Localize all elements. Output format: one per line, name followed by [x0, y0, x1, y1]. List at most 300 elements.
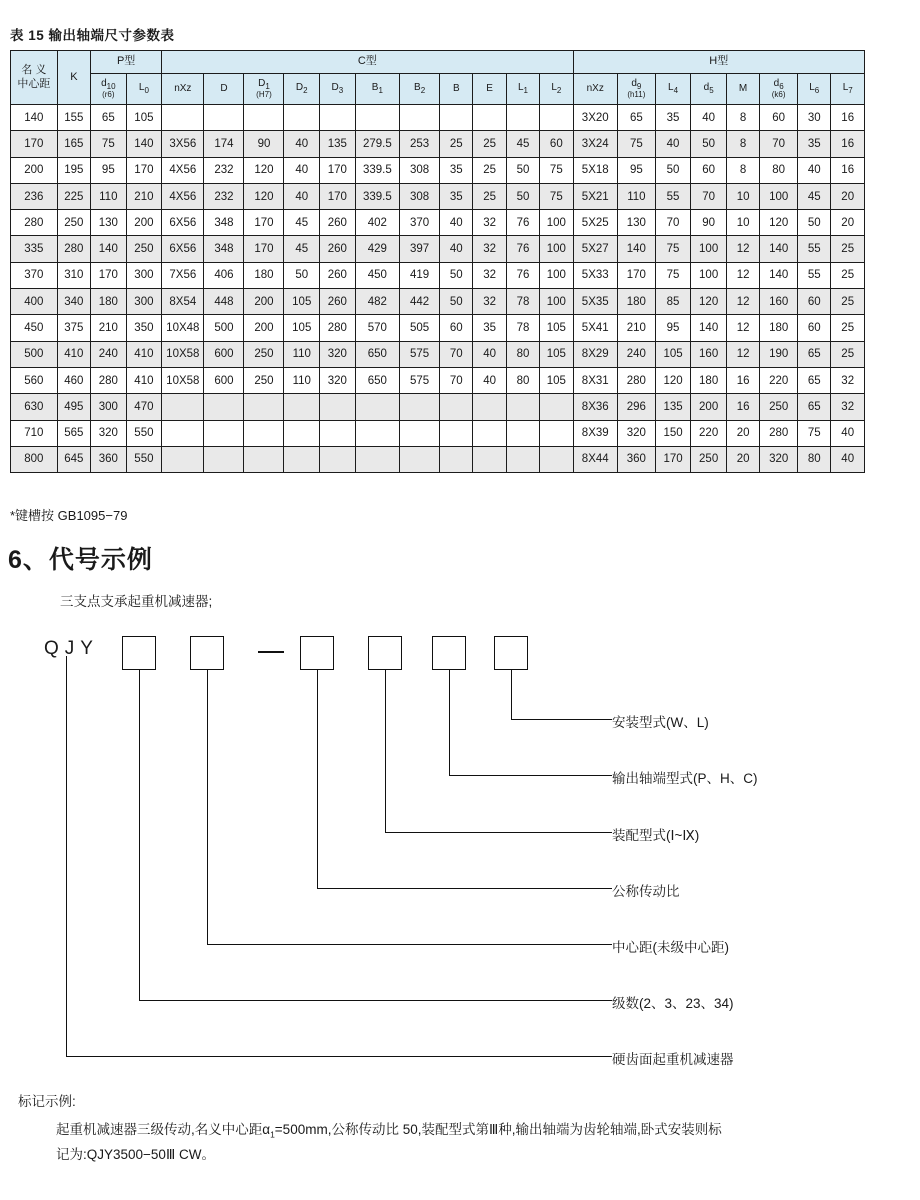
table-cell: 174: [204, 131, 244, 157]
table-cell: 20: [726, 420, 759, 446]
table-cell: 180: [91, 289, 127, 315]
table-cell: 85: [655, 289, 691, 315]
table-cell: [400, 420, 440, 446]
table-row: [11, 157, 865, 183]
table-cell: 75: [540, 157, 573, 183]
subheader-d10: $d_{10}$ (r6): [91, 74, 127, 105]
table-row: [11, 131, 865, 157]
table-cell: 10: [726, 183, 759, 209]
table-cell: 310: [57, 262, 90, 288]
table-cell: 45: [284, 236, 320, 262]
table-cell: [440, 420, 473, 446]
table-cell: 210: [91, 315, 127, 341]
table-cell: 280: [760, 420, 798, 446]
leader-line-7: [66, 656, 612, 1057]
table-cell: 50: [506, 183, 539, 209]
table-cell: 110: [617, 183, 655, 209]
table-cell: 100: [540, 289, 573, 315]
table-cell: 40: [691, 105, 727, 131]
table-cell: 25: [831, 262, 865, 288]
table-cell: [440, 394, 473, 420]
table-cell: 16: [831, 105, 865, 131]
table-cell: 120: [244, 183, 284, 209]
subheader-d: D: [204, 74, 244, 105]
table-cell: 339.5: [355, 183, 399, 209]
table-cell: 95: [655, 315, 691, 341]
table-cell: [284, 420, 320, 446]
table-cell: [244, 446, 284, 472]
table-cell: [540, 420, 573, 446]
table-cell: 200: [244, 289, 284, 315]
table-cell: 5X18: [573, 157, 617, 183]
table-cell: 10: [726, 210, 759, 236]
table-cell: 4X56: [162, 183, 204, 209]
table-cell: 120: [691, 289, 727, 315]
table-cell: 320: [320, 367, 356, 393]
table-cell: 90: [244, 131, 284, 157]
subheader-b1: $B_1$: [355, 74, 399, 105]
table-cell: 40: [284, 183, 320, 209]
table-cell: 210: [126, 183, 162, 209]
table-cell: 3X56: [162, 131, 204, 157]
table-cell: 75: [798, 420, 831, 446]
table-cell: 50: [655, 157, 691, 183]
table-cell: [506, 394, 539, 420]
table-cell: 25: [473, 183, 506, 209]
table-cell: 348: [204, 210, 244, 236]
table-cell: 12: [726, 262, 759, 288]
table-cell: 40: [798, 157, 831, 183]
code-dash: [258, 651, 284, 653]
table-cell: [320, 105, 356, 131]
table-cell: 60: [540, 131, 573, 157]
table-cell: 170: [320, 157, 356, 183]
table-cell: 170: [91, 262, 127, 288]
subheader-l6: $L_6$: [798, 74, 831, 105]
table-cell: 105: [540, 367, 573, 393]
table-cell: 105: [284, 289, 320, 315]
table-cell: 65: [798, 394, 831, 420]
table-cell: 180: [691, 367, 727, 393]
diagram-label-product-type: 硬齿面起重机减速器: [612, 1052, 734, 1067]
table-cell: 340: [57, 289, 90, 315]
table-cell: 550: [126, 420, 162, 446]
table-cell: 100: [691, 236, 727, 262]
table-cell: 165: [57, 131, 90, 157]
subheader-nxz-c: nXz: [162, 74, 204, 105]
table-cell: 50: [284, 262, 320, 288]
table-cell: [540, 105, 573, 131]
subheader-b: B: [440, 74, 473, 105]
table-cell: [204, 446, 244, 472]
table-cell: 8X39: [573, 420, 617, 446]
table-cell: 650: [355, 341, 399, 367]
table-cell: 225: [57, 183, 90, 209]
table-row: [11, 262, 865, 288]
table-cell: 253: [400, 131, 440, 157]
table-cell: [400, 105, 440, 131]
table-cell: 60: [760, 105, 798, 131]
table-cell: 120: [760, 210, 798, 236]
table-cell: 4X56: [162, 157, 204, 183]
table-cell: 40: [831, 446, 865, 472]
table-cell: 12: [726, 289, 759, 315]
table-cell: 160: [691, 341, 727, 367]
table-cell: [162, 394, 204, 420]
table-cell: 170: [244, 210, 284, 236]
table-cell: 75: [617, 131, 655, 157]
table-cell: 8X54: [162, 289, 204, 315]
table-cell: 30: [798, 105, 831, 131]
subheader-l4: $L_4$: [655, 74, 691, 105]
table-cell: 250: [760, 394, 798, 420]
marking-example-paragraph: [56, 1118, 896, 1166]
table-cell: 3X24: [573, 131, 617, 157]
table-cell: 25: [473, 157, 506, 183]
table-cell: 200: [126, 210, 162, 236]
table-cell: 600: [204, 341, 244, 367]
table-cell: 195: [57, 157, 90, 183]
table-cell: 320: [760, 446, 798, 472]
table-cell: [162, 105, 204, 131]
table-cell: 32: [831, 394, 865, 420]
table-cell: [400, 394, 440, 420]
table-cell: 120: [655, 367, 691, 393]
table-cell: 410: [57, 341, 90, 367]
table-cell: 140: [691, 315, 727, 341]
table-cell: 45: [506, 131, 539, 157]
table-cell: 280: [320, 315, 356, 341]
table-cell: 575: [400, 367, 440, 393]
table-cell: 360: [617, 446, 655, 472]
table-cell: 75: [655, 236, 691, 262]
table-row: [11, 210, 865, 236]
subheader-d5: $d_5$: [691, 74, 727, 105]
table-cell: 5X27: [573, 236, 617, 262]
table-cell: [355, 394, 399, 420]
table-cell: 25: [831, 289, 865, 315]
table-cell: 40: [284, 157, 320, 183]
diagram-label-mounting-type: 安装型式(W、L): [612, 715, 709, 730]
table-cell: 78: [506, 315, 539, 341]
table-cell: 500: [11, 341, 58, 367]
code-prefix: QJY: [44, 638, 99, 659]
table-cell: 155: [57, 105, 90, 131]
table-cell: 76: [506, 236, 539, 262]
table-cell: 370: [11, 262, 58, 288]
subheader-d6: $d_6$ (k6): [760, 74, 798, 105]
group-header-h: H型: [573, 51, 865, 74]
table-cell: 8: [726, 131, 759, 157]
table-cell: 75: [91, 131, 127, 157]
table-cell: 5X41: [573, 315, 617, 341]
table-cell: 140: [760, 236, 798, 262]
table-cell: 250: [691, 446, 727, 472]
table-cell: 45: [798, 183, 831, 209]
table-cell: 450: [11, 315, 58, 341]
table-footnote: *键槽按 GB1095−79: [10, 508, 128, 523]
table-cell: 78: [506, 289, 539, 315]
table-cell: 50: [440, 289, 473, 315]
table-cell: 280: [57, 236, 90, 262]
table-cell: 10X58: [162, 367, 204, 393]
table-cell: 50: [691, 131, 727, 157]
table-row: [11, 341, 865, 367]
table-cell: 60: [798, 315, 831, 341]
table-cell: 410: [126, 367, 162, 393]
table-cell: 150: [655, 420, 691, 446]
dimension-table: [10, 50, 865, 473]
table-cell: [204, 394, 244, 420]
table-cell: 240: [617, 341, 655, 367]
table-cell: 170: [126, 157, 162, 183]
table-cell: 550: [126, 446, 162, 472]
table-row: [11, 367, 865, 393]
table-cell: 25: [831, 341, 865, 367]
subheader-d1: $D_1$ (H7): [244, 74, 284, 105]
table-cell: 40: [655, 131, 691, 157]
table-cell: 32: [473, 210, 506, 236]
table-cell: 105: [655, 341, 691, 367]
table-cell: 370: [400, 210, 440, 236]
diagram-label-nominal-ratio: 公称传动比: [612, 884, 680, 899]
table-cell: 279.5: [355, 131, 399, 157]
table-cell: 140: [126, 131, 162, 157]
table-cell: 105: [540, 315, 573, 341]
table-cell: 10X58: [162, 341, 204, 367]
table-cell: 25: [831, 315, 865, 341]
table-cell: 95: [91, 157, 127, 183]
table-cell: 650: [355, 367, 399, 393]
table-cell: 260: [320, 236, 356, 262]
table-cell: 140: [11, 105, 58, 131]
table-cell: [244, 105, 284, 131]
table-cell: 505: [400, 315, 440, 341]
table-row: [11, 105, 865, 131]
table-cell: 180: [244, 262, 284, 288]
subheader-m: M: [726, 74, 759, 105]
table-cell: 76: [506, 262, 539, 288]
table-cell: 236: [11, 183, 58, 209]
diagram-label-assembly-type: 装配型式(Ⅰ~Ⅸ): [612, 828, 700, 843]
table-cell: 10X48: [162, 315, 204, 341]
table-cell: [506, 446, 539, 472]
table-cell: 200: [11, 157, 58, 183]
table-cell: 320: [91, 420, 127, 446]
table-cell: [400, 446, 440, 472]
table-cell: 210: [617, 315, 655, 341]
table-cell: 32: [473, 262, 506, 288]
header-k: K: [57, 51, 90, 105]
table-cell: 250: [244, 367, 284, 393]
table-cell: 6X56: [162, 236, 204, 262]
subheader-e: E: [473, 74, 506, 105]
table-cell: 75: [655, 262, 691, 288]
group-header-c: C型: [162, 51, 573, 74]
table-cell: 140: [617, 236, 655, 262]
table-cell: [284, 446, 320, 472]
table-cell: 110: [91, 183, 127, 209]
table-cell: 8X31: [573, 367, 617, 393]
subheader-d9: $d_9$ (h11): [617, 74, 655, 105]
table-cell: [284, 394, 320, 420]
table-caption: 表 15 输出轴端尺寸参数表: [10, 28, 175, 43]
table-cell: 105: [284, 315, 320, 341]
table-cell: 170: [320, 183, 356, 209]
table-cell: 419: [400, 262, 440, 288]
table-cell: 80: [760, 157, 798, 183]
table-cell: 400: [11, 289, 58, 315]
table-cell: 630: [11, 394, 58, 420]
table-cell: 308: [400, 183, 440, 209]
table-cell: 645: [57, 446, 90, 472]
table-cell: 5X25: [573, 210, 617, 236]
table-cell: 8X29: [573, 341, 617, 367]
table-cell: [540, 394, 573, 420]
table-cell: 8: [726, 157, 759, 183]
table-cell: 80: [798, 446, 831, 472]
table-cell: 55: [798, 262, 831, 288]
table-cell: 360: [91, 446, 127, 472]
table-cell: 575: [400, 341, 440, 367]
table-cell: [355, 446, 399, 472]
subheader-l2: $L_2$: [540, 74, 573, 105]
table-cell: 50: [440, 262, 473, 288]
table-cell: [473, 394, 506, 420]
table-cell: 130: [91, 210, 127, 236]
table-cell: 260: [320, 289, 356, 315]
table-cell: 70: [440, 341, 473, 367]
table-cell: [284, 105, 320, 131]
marking-line-2: 记为:QJY3500−50Ⅲ CW。: [56, 1146, 215, 1162]
table-cell: 140: [760, 262, 798, 288]
table-cell: 335: [11, 236, 58, 262]
table-cell: 5X33: [573, 262, 617, 288]
table-cell: 180: [617, 289, 655, 315]
table-cell: [162, 446, 204, 472]
table-row: [11, 394, 865, 420]
table-cell: 220: [691, 420, 727, 446]
table-cell: 100: [760, 183, 798, 209]
subheader-d3: $D_3$: [320, 74, 356, 105]
table-cell: 135: [320, 131, 356, 157]
table-cell: 50: [798, 210, 831, 236]
table-cell: 160: [760, 289, 798, 315]
table-cell: 220: [760, 367, 798, 393]
table-cell: 300: [126, 289, 162, 315]
table-cell: [506, 105, 539, 131]
table-cell: 300: [126, 262, 162, 288]
table-cell: 406: [204, 262, 244, 288]
table-cell: 5X35: [573, 289, 617, 315]
code-example-diagram: [0, 620, 920, 1090]
section-subtitle: 三支点支承起重机减速器;: [60, 594, 213, 609]
table-cell: 40: [284, 131, 320, 157]
table-cell: 5X21: [573, 183, 617, 209]
table-cell: 35: [440, 183, 473, 209]
table-cell: [244, 394, 284, 420]
table-cell: 95: [617, 157, 655, 183]
table-cell: 232: [204, 157, 244, 183]
table-cell: 232: [204, 183, 244, 209]
table-cell: 250: [126, 236, 162, 262]
table-cell: 170: [11, 131, 58, 157]
table-cell: 20: [726, 446, 759, 472]
header-name-center-distance: 名 义 中心距: [11, 51, 58, 105]
table-cell: 3X20: [573, 105, 617, 131]
table-cell: 710: [11, 420, 58, 446]
table-cell: 429: [355, 236, 399, 262]
table-cell: 110: [284, 367, 320, 393]
table-cell: 8X36: [573, 394, 617, 420]
table-cell: 495: [57, 394, 90, 420]
table-cell: 35: [798, 131, 831, 157]
table-cell: 100: [540, 262, 573, 288]
table-cell: 32: [473, 289, 506, 315]
table-cell: 565: [57, 420, 90, 446]
table-cell: 482: [355, 289, 399, 315]
table-cell: [204, 105, 244, 131]
table-cell: 250: [57, 210, 90, 236]
table-cell: 70: [760, 131, 798, 157]
table-row: [11, 289, 865, 315]
table-cell: 280: [91, 367, 127, 393]
table-cell: [320, 446, 356, 472]
table-cell: 55: [655, 183, 691, 209]
table-cell: 65: [798, 341, 831, 367]
table-cell: 50: [506, 157, 539, 183]
table-cell: 75: [540, 183, 573, 209]
table-cell: 40: [473, 367, 506, 393]
table-cell: 130: [617, 210, 655, 236]
table-cell: 500: [204, 315, 244, 341]
table-cell: 180: [760, 315, 798, 341]
table-cell: 12: [726, 315, 759, 341]
table-cell: 16: [726, 394, 759, 420]
table-cell: 442: [400, 289, 440, 315]
table-cell: 40: [473, 341, 506, 367]
table-cell: 308: [400, 157, 440, 183]
subheader-d2: $D_2$: [284, 74, 320, 105]
diagram-label-shaft-end-type: 输出轴端型式(P、H、C): [612, 771, 758, 786]
table-cell: 25: [473, 131, 506, 157]
table-cell: 16: [831, 131, 865, 157]
table-cell: 170: [617, 262, 655, 288]
table-cell: 60: [798, 289, 831, 315]
table-cell: 80: [506, 341, 539, 367]
table-cell: 200: [691, 394, 727, 420]
table-row: [11, 236, 865, 262]
table-cell: 120: [244, 157, 284, 183]
table-cell: 402: [355, 210, 399, 236]
table-cell: 460: [57, 367, 90, 393]
table-cell: 397: [400, 236, 440, 262]
table-cell: 470: [126, 394, 162, 420]
table-cell: 70: [655, 210, 691, 236]
table-cell: 320: [320, 341, 356, 367]
table-cell: [204, 420, 244, 446]
table-cell: 16: [726, 367, 759, 393]
table-row: [11, 420, 865, 446]
table-cell: 25: [440, 131, 473, 157]
table-cell: 170: [655, 446, 691, 472]
table-cell: 450: [355, 262, 399, 288]
table-cell: 12: [726, 236, 759, 262]
table-cell: 80: [506, 367, 539, 393]
table-cell: 12: [726, 341, 759, 367]
table-cell: [506, 420, 539, 446]
table-cell: 100: [540, 210, 573, 236]
